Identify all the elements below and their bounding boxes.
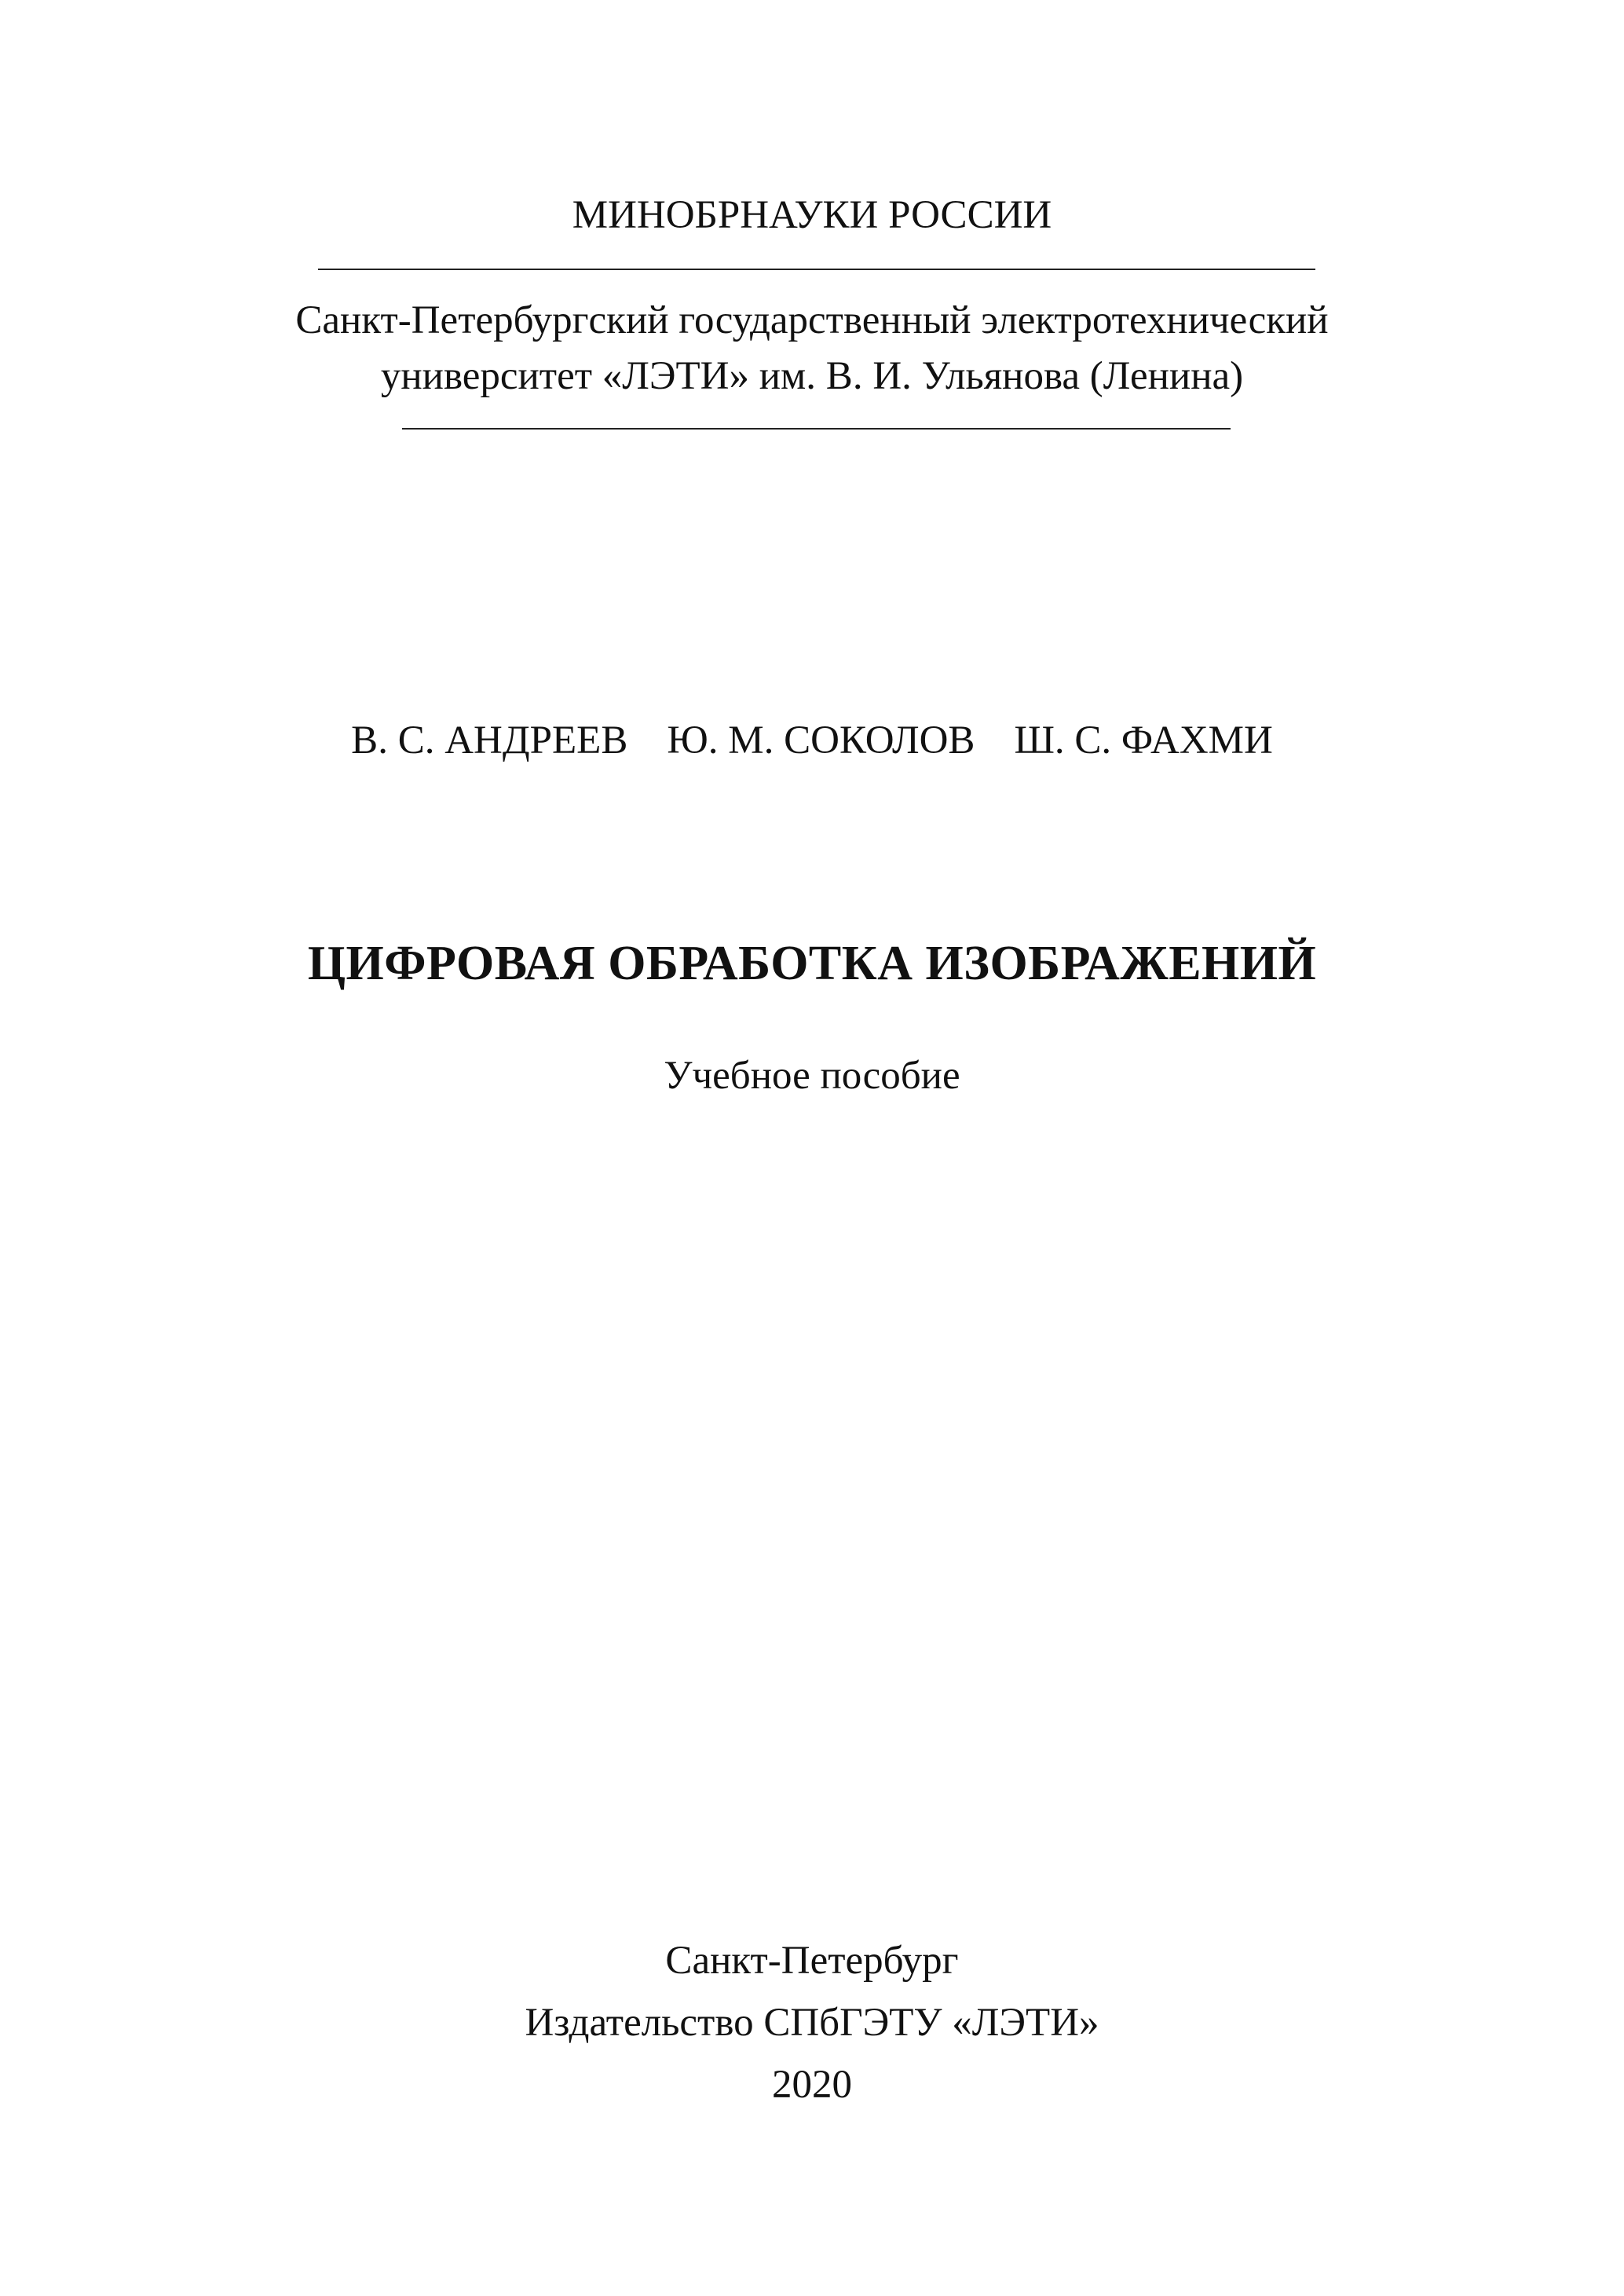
university-name-line-2: университет «ЛЭТИ» им. В. И. Ульянова (Ленина): [380, 354, 1244, 398]
author-name: В. С. АНДРЕЕВ: [351, 718, 628, 762]
header-divider-top: [318, 269, 1315, 270]
ministry-name: МИНОБРНАУКИ РОССИИ: [572, 193, 1052, 237]
author-name: Ш. С. ФАХМИ: [1014, 718, 1273, 762]
imprint-year: 2020: [772, 2063, 852, 2107]
imprint-city: Санкт-Петербург: [665, 1939, 959, 1983]
book-title: ЦИФРОВАЯ ОБРАБОТКА ИЗОБРАЖЕНИЙ: [307, 937, 1317, 990]
authors-row: [0, 717, 1624, 764]
header-divider-bottom: [402, 428, 1231, 430]
book-subtitle: Учебное пособие: [664, 1054, 960, 1098]
author-name: Ю. М. СОКОЛОВ: [667, 718, 975, 762]
imprint-publisher: Издательство СПбГЭТУ «ЛЭТИ»: [525, 2001, 1099, 2045]
university-name-line-1: Санкт-Петербургский государственный электротехнический: [295, 298, 1329, 342]
